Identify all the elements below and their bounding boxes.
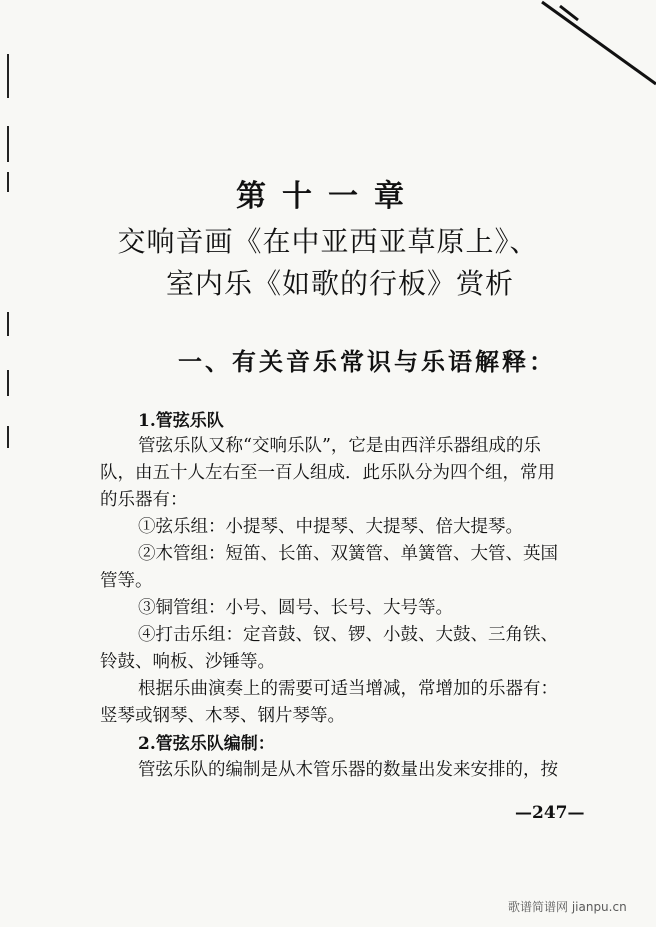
left-margin-mark: [7, 426, 9, 448]
body-line: ①弦乐组：小提琴、中提琴、大提琴、倍大提琴。: [138, 517, 523, 537]
subheading-2: 2.管弦乐队编制：: [138, 734, 275, 754]
body-line: ②木管组：短笛、长笛、双簧管、单簧管、大管、英国: [138, 544, 558, 564]
chapter-heading: 第十一章: [236, 179, 420, 214]
left-margin-mark: [7, 312, 9, 336]
body-line: 根据乐曲演奏上的需要可适当增减，常增加的乐器有：: [138, 679, 558, 699]
body-line: 队，由五十人左右至一百人组成．此乐队分为四个组，常用: [100, 463, 555, 483]
body-line: 管等。: [100, 571, 153, 591]
body-line: 竖琴或钢琴、木琴、钢片琴等。: [100, 706, 345, 726]
chapter-title-line-2: 室内乐《如歌的行板》赏析: [165, 267, 514, 300]
site-watermark: 歌谱简谱网 jianpu.cn: [508, 900, 627, 914]
body-line: 管弦乐队的编制是从木管乐器的数量出发来安排的，按: [138, 760, 558, 780]
subheading-1: 1.管弦乐队: [138, 411, 224, 431]
body-line: ③铜管组：小号、圆号、长号、大号等。: [138, 598, 453, 618]
section-heading: 一、有关音乐常识与乐语解释：: [178, 347, 556, 376]
left-margin-mark: [7, 370, 9, 396]
body-line: 铃鼓、响板、沙锤等。: [100, 652, 275, 672]
left-margin-mark: [7, 126, 9, 162]
body-line: 管弦乐队又称“交响乐队”，它是由西洋乐器组成的乐: [138, 436, 541, 456]
chapter-title-line-1: 交响音画《在中亚西亚草原上》、: [117, 225, 539, 258]
left-margin-mark: [7, 54, 9, 98]
corner-scan-line: [506, 0, 656, 90]
body-line: ④打击乐组：定音鼓、钗、锣、小鼓、大鼓、三角铁、: [138, 625, 558, 645]
body-line: 的乐器有：: [100, 490, 188, 510]
page-number: —247—: [515, 803, 585, 823]
